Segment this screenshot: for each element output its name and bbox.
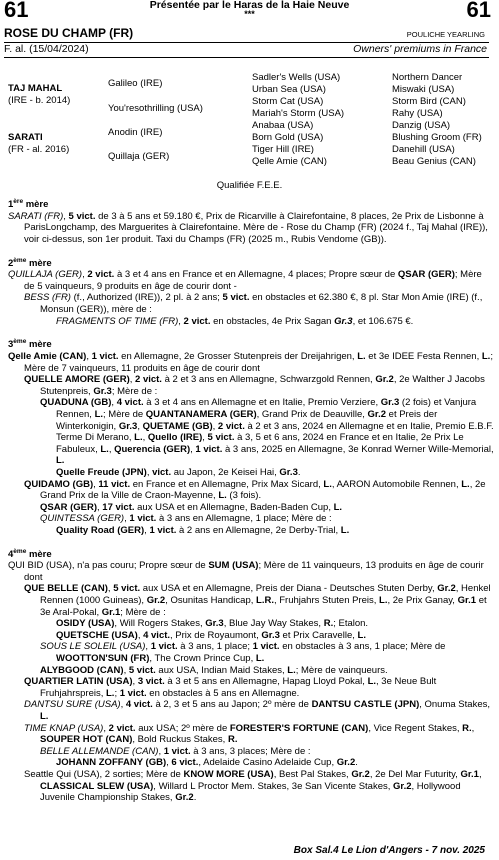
pedigree-gen4: Beau Genius (CAN) [392,156,476,167]
footer-sale-info: Box Sal.4 Le Lion d'Angers - 7 nov. 2025 [293,845,485,856]
produce-record: TIME KNAP (USA), 2 vict. aux USA; 2º mère de FORESTER'S FORTUNE (CAN), Vice Regent Stakes, R., SOUPER HOT (CAN), Bold Ruckus Stakes, R. [24,722,475,746]
dam-record: Qelle Amie (CAN), 1 vict. en Allemagne, 2e Grosser Stutenpreis der Dreijahrigen, L. et 3e IDEE Festa Rennen, L.; Mère de 7 vainqueurs, 11 produits en âge de courir dont [8,351,493,374]
pedigree-gen4: Danzig (USA) [392,120,451,131]
lot-number-right: 61 [466,0,491,22]
dam-record: SARATI (FR), 5 vict. de 3 à 5 ans et 59.180 €, Prix de Ricarville à Clairefontaine, 8 places, 2e Prix de Lisbonne à ParisLongchamp, des Marguerites à Clairefontaine. Mère de - Rose du Champ (FR) (2024 f., Taj Mahal (IRE)), voir ci-dessus, son 1er produit. Taxi du Champs (FR) (2025 m., Rubis Vendome (GB)). [8,210,488,245]
produce-record: QUIDAMO (GB), 11 vict. en France et en Allemagne, Prix Max Sicard, L., AARON Automobile Rennen, L., 2e Grand Prix de la Ville de Craon-Mayenne, L. (3 fois). [24,478,486,502]
sire-name: TAJ MAHAL [8,83,63,94]
section-heading-1st-dam: 1ère mère [8,198,49,211]
stars-rating: *** [244,9,255,19]
dam-name: SARATI [8,132,43,143]
produce-record: ALYBGOOD (CAN), 5 vict. aux USA, Indian Maid Stakes, L.; Mère de vainqueurs. [40,664,388,676]
dam-info: (FR - al. 2016) [8,144,70,155]
pedigree-gen2: Anodin (IRE) [108,127,163,138]
qualification: Qualifiée F.E.E. [216,180,283,191]
section-heading-2nd-dam: 2ème mère [8,256,52,269]
pedigree-gen2: Quillaja (GER) [108,151,170,162]
owners-note: Owners' premiums in France [353,43,487,55]
pedigree-gen4: Danehill (USA) [392,144,455,155]
horse-name: ROSE DU CHAMP (FR) [4,26,134,40]
section-heading-3rd-dam: 3ème mère [8,338,52,351]
produce-record: BESS (FR) (f., Authorized (IRE)), 2 pl. à 2 ans; 5 vict. en obstacles et 62.380 €, 8 pl. Star Mon Amie (IRE) (f., Monsun (GER)), mère de : [24,292,483,316]
birth-info: F. al. (15/04/2024) [4,43,89,55]
lot-number-left: 61 [4,0,29,22]
pedigree-gen4: Northern Dancer [392,72,463,83]
pedigree-gen3: Sadler's Wells (USA) [252,72,341,83]
produce-record: SOUS LE SOLEIL (USA), 1 vict. à 3 ans, 1 place; 1 vict. en obstacles à 3 ans, 1 place; Mère de WOOTTON'SUN (FR), The Crown Prince Cup, L. [40,641,446,664]
pedigree-gen3: Qelle Amie (CAN) [252,156,327,167]
section-heading-4th-dam: 4ème mère [8,547,52,560]
produce-record: JOHANN ZOFFANY (GB), 6 vict., Adelaide Casino Adelaide Cup, Gr.2. [56,757,358,769]
produce-record: Quelle Freude (JPN), vict. au Japon, 2e Keisei Hai, Gr.3. [56,466,301,478]
produce-record: QUARTIER LATIN (USA), 3 vict. à 3 et 5 ans en Allemagne, Hapag Lloyd Pokal, L., 3e Neue Bult Fruhjahrspreis, L.; 1 vict. en obstacles à 5 ans en Allemagne. [24,676,437,699]
produce-record: Quality Road (GER), 1 vict. à 2 ans en Allemagne, 2e Derby-Trial, L. [56,524,350,536]
produce-record: QUADUNA (GB), 4 vict. à 3 et 4 ans en Allemagne et en Italie, Premio Verziere, Gr.3 (2 fois) et Vanjura Rennen, L.; Mère de QUANTANAMERA (GER), Grand Prix de Deauville, Gr.2 et Preis der Winterkonigin, Gr.3, QUETAME (GB), 2 vict. à 2 et 3 ans, 2024 en Allemagne et en Italie, Premio E.B.F. Terme Di Merano, L., Quello (IRE), 5 vict. à 3, 5 et 6 ans, 2024 en France et en Italie, 2e Prix Le Fabuleux, L., Querencia (GER), 1 vict. à 3 ans, 2025 en Allemagne, 3e Konrad Werner Wille-Memorial, L. [40,397,494,467]
dam-record: QUILLAJA (GER), 2 vict. à 3 et 4 ans en France et en Allemagne, 4 places; Propre sœur de QSAR (GER); Mère de 5 vainqueurs, 9 produits en âge de courir dont - [8,269,482,292]
pedigree-gen4: Blushing Groom (FR) [392,132,482,143]
divider [4,57,489,58]
produce-record: QUELLE AMORE (GER), 2 vict. à 2 et 3 ans en Allemagne, Schwarzgold Rennen, Gr.2, 2e Walther J Jacobs Stutenpreis, Gr.3; Mère de : [24,374,485,397]
produce-record: QUETSCHE (USA), 4 vict., Prix de Royaumont, Gr.3 et Prix Caravelle, L. [56,629,366,641]
produce-record: BELLE ALLEMANDE (CAN), 1 vict. à 3 ans, 3 places; Mère de : [40,745,311,757]
pedigree-gen2: Galileo (IRE) [108,78,163,89]
pedigree-gen3: Born Gold (USA) [252,132,324,143]
produce-record: QSAR (GER), 17 vict. aux USA et en Allemagne, Baden-Baden Cup, L. [40,501,343,513]
pedigree-gen3: Storm Cat (USA) [252,96,324,107]
sire-info: (IRE - b. 2014) [8,95,71,106]
pedigree-gen3: Anabaa (USA) [252,120,314,131]
produce-record: FRAGMENTS OF TIME (FR), 2 vict. en obstacles, 4e Prix Sagan Gr.3, et 106.675 €. [56,315,414,327]
pedigree-gen4: Rahy (USA) [392,108,443,119]
catalogue-body [8,196,494,804]
produce-record: QUINTESSA (GER), 1 vict. à 3 ans en Allemagne, 1 place; Mère de : [40,513,332,525]
produce-record: Seattle Qui (USA), 2 sorties; Mère de KNOW MORE (USA), Best Pal Stakes, Gr.2, 2e Del Mar Futurity, Gr.1, CLASSICAL SLEW (USA), Willard L Proctor Mem. Stakes, 3e San Vicente Stakes, Gr.2, Hollywood Juvenile Championship Stakes, Gr.2. [24,768,482,804]
pedigree-gen4: Miswaki (USA) [392,84,455,95]
horse-type: POULICHE YEARLING [406,30,485,39]
dam-record: QUI BID (USA), n'a pas couru; Propre sœur de SUM (USA); Mère de 11 vainqueurs, 13 produits en âge de courir dont [8,560,484,583]
produce-record: QUE BELLE (CAN), 5 vict. aux USA et en Allemagne, Preis der Diana - Deutsches Stuten Derby, Gr.2, Henkel Rennen (1000 Guineas), Gr.2, Osunitas Handicap, L.R., Fruhjahrs Stuten Preis, L., 2e Prix Ganay, Gr.1 et 3e Aral-Pokal, Gr.1; Mère de : [24,583,491,618]
produce-record: DANTSU SURE (USA), 4 vict. à 2, 3 et 5 ans au Japon; 2º mère de DANTSU CASTLE (JPN), Onuma Stakes, L. [24,699,490,722]
pedigree-gen4: Storm Bird (CAN) [392,96,466,107]
pedigree-gen3: Mariah's Storm (USA) [252,108,345,119]
pedigree-gen2: You'resothrilling (USA) [108,103,203,114]
pedigree-gen3: Tiger Hill (IRE) [252,144,314,155]
presented-by: Présentée par le Haras de la Haie Neuve [149,0,350,11]
pedigree-gen3: Urban Sea (USA) [252,84,326,95]
produce-record: OSIDY (USA), Will Rogers Stakes, Gr.3, Blue Jay Way Stakes, R.; Etalon. [56,618,369,630]
